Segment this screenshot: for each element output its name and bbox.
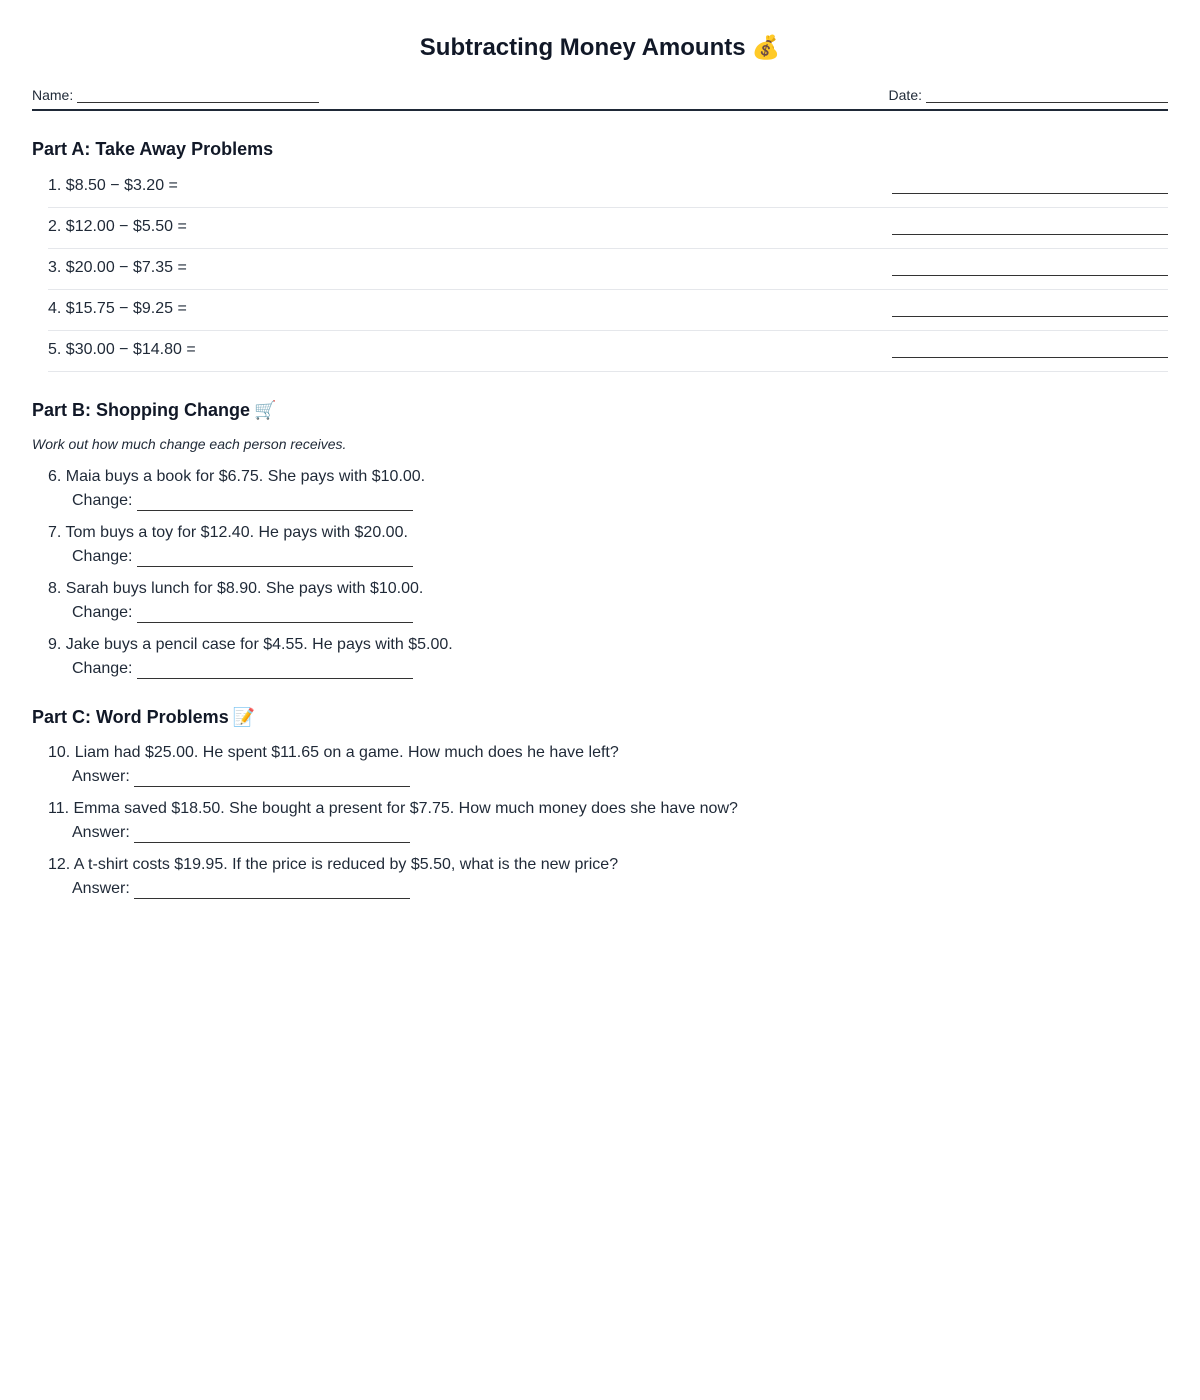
answer-row — [72, 767, 1168, 787]
problem-text: 6. Maia buys a book for $6.75. She pays with $10.00. — [48, 468, 426, 485]
answer-row — [72, 879, 1168, 899]
change-answer-row — [72, 547, 1168, 567]
page-title — [32, 0, 1168, 63]
problem-text: 9. Jake buys a pencil case for $4.55. He pays with $5.00. — [48, 636, 453, 653]
part-b-problem-8 — [48, 579, 1168, 623]
answer-blank[interactable] — [134, 825, 410, 843]
change-blank[interactable] — [137, 549, 413, 567]
answer-label: Answer: — [72, 880, 130, 897]
problem-text: 4. $15.75 − $9.25 = — [48, 300, 187, 317]
memo-icon: 📝 — [232, 707, 256, 728]
change-answer-row — [72, 603, 1168, 623]
part-b-instruction: Work out how much change each person receives. — [32, 436, 347, 452]
change-blank[interactable] — [137, 605, 413, 623]
shopping-cart-icon: 🛒 — [254, 400, 277, 421]
money-bag-icon: 💰 — [751, 35, 781, 61]
change-blank[interactable] — [137, 493, 413, 511]
part-b-problem-7 — [48, 523, 1168, 567]
part-c-problem-10 — [48, 743, 1168, 787]
name-label: Name: — [32, 87, 74, 103]
problem-text: 8. Sarah buys lunch for $8.90. She pays with $10.00. — [48, 580, 424, 597]
change-label: Change: — [72, 660, 133, 677]
page-title-text: Subtracting Money Amounts — [419, 34, 746, 61]
student-info-header — [32, 75, 1168, 111]
part-a-problem-5 — [48, 331, 1168, 372]
answer-blank[interactable] — [892, 193, 1168, 194]
change-label: Change: — [72, 604, 133, 621]
part-c-problem-11 — [48, 799, 1168, 843]
answer-blank[interactable] — [892, 316, 1168, 317]
answer-blank[interactable] — [134, 769, 410, 787]
problem-text: 12. A t-shirt costs $19.95. If the price is reduced by $5.50, what is the new price? — [48, 856, 619, 873]
problem-text: 7. Tom buys a toy for $12.40. He pays with $20.00. — [48, 524, 408, 541]
answer-row — [72, 823, 1168, 843]
name-field[interactable] — [32, 86, 319, 103]
part-b-title-text: Part B: Shopping Change — [32, 400, 250, 420]
part-a-problem-2 — [48, 208, 1168, 249]
answer-blank[interactable] — [892, 357, 1168, 358]
answer-label: Answer: — [72, 824, 130, 841]
change-label: Change: — [72, 492, 133, 509]
date-blank[interactable] — [926, 86, 1168, 103]
answer-blank[interactable] — [892, 234, 1168, 235]
answer-label: Answer: — [72, 768, 130, 785]
answer-blank[interactable] — [892, 275, 1168, 276]
part-a-problem-list — [48, 167, 1168, 372]
problem-text: 1. $8.50 − $3.20 = — [48, 177, 178, 194]
part-b-problem-6 — [48, 467, 1168, 511]
name-blank[interactable] — [77, 86, 319, 103]
change-answer-row — [72, 491, 1168, 511]
part-c-problem-list — [48, 743, 1168, 899]
problem-text: 3. $20.00 − $7.35 = — [48, 259, 187, 276]
change-label: Change: — [72, 548, 133, 565]
part-a-problem-3 — [48, 249, 1168, 290]
part-a-problem-4 — [48, 290, 1168, 331]
problem-text: 11. Emma saved $18.50. She bought a present for $7.75. How much money does she have now? — [48, 800, 738, 817]
part-c-title-text: Part C: Word Problems — [32, 707, 229, 727]
part-c-title — [32, 705, 1168, 729]
part-b-problem-list — [48, 467, 1168, 679]
part-b-problem-9 — [48, 635, 1168, 679]
part-a-problem-1 — [48, 167, 1168, 208]
part-c-problem-12 — [48, 855, 1168, 899]
problem-text: 2. $12.00 − $5.50 = — [48, 218, 187, 235]
change-answer-row — [72, 659, 1168, 679]
problem-text: 5. $30.00 − $14.80 = — [48, 341, 196, 358]
part-b-title — [32, 398, 1168, 422]
problem-text: 10. Liam had $25.00. He spent $11.65 on a game. How much does he have left? — [48, 744, 619, 761]
part-a-title: Part A: Take Away Problems — [32, 139, 274, 159]
date-label: Date: — [888, 87, 922, 103]
change-blank[interactable] — [137, 661, 413, 679]
answer-blank[interactable] — [134, 881, 410, 899]
date-field[interactable] — [889, 86, 1168, 103]
